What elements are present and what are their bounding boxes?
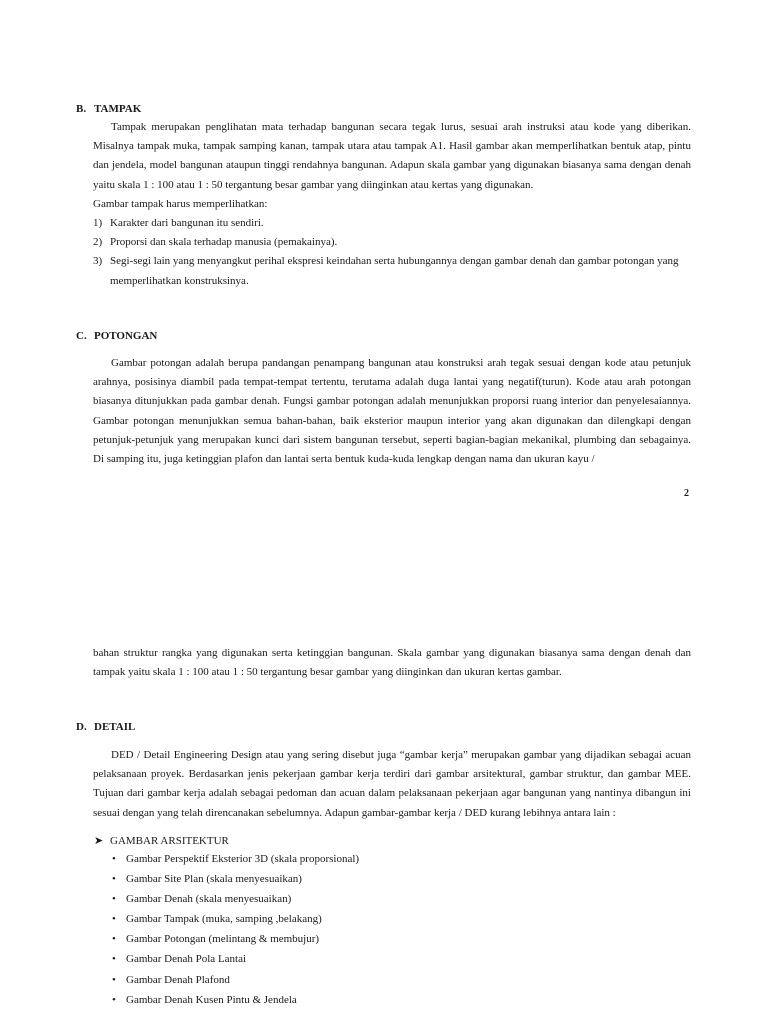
section-c-letter: C. — [76, 330, 87, 342]
list-item — [108, 990, 359, 1010]
list-item-text: Gambar Denah Pola Lantai — [126, 953, 247, 966]
list-item-text: Proporsi dan skala terhadap manusia (pemakainya). — [110, 236, 338, 249]
sub-heading-text: GAMBAR ARSITEKTUR — [110, 835, 229, 847]
arrow-bullet-icon: ➤ — [94, 835, 104, 847]
section-c-title: POTONGAN — [94, 330, 158, 342]
list-item-text: Gambar Tampak (muka, samping ,belakang) — [126, 913, 322, 926]
list-item — [108, 929, 359, 949]
section-b-heading — [76, 103, 141, 115]
section-d-letter: D. — [76, 721, 87, 733]
list-item-text: Karakter dari bangunan itu sendiri. — [110, 217, 264, 230]
section-c-paragraph: Gambar potongan adalah berupa pandangan penampang bangunan atau konstruksi arah tegak sesuai dengan kode atau petunjuk arahnya, posisinya diambil pada tempat-tempat tertentu, terutama adalah duga lantai yang negatif(turun). Kode atau arah potongan biasanya ditunjukkan pada gambar denah. Fungsi gambar potongan adalah menunjukkan proporsi ruang interior dan penyelesaiannya. Gambar potongan menunjukkan semua bahan-bahan, baik eksterior maupun interior yang akan digunakan dan dilengkapi dengan petunjuk-petunjuk yang merupakan kunci dari sistem bangunan tersebut, seperti bagian-bagian mekanikal, plumbing dan sebagainya. Di samping itu, juga ketinggian plafon dan lantai serta bentuk kuda-kuda lengkap dengan nama dan ukuran kayu / — [93, 357, 691, 466]
bullet-icon: • — [112, 953, 116, 966]
list-item-text: Gambar Denah (skala menyesuaikan) — [126, 893, 292, 906]
list-item-text: Gambar Perspektif Eksterior 3D (skala proporsional) — [126, 853, 360, 865]
sub-heading — [94, 833, 229, 849]
list-item — [93, 214, 691, 233]
bullet-icon: • — [112, 913, 116, 926]
section-b-list — [93, 214, 691, 291]
list-item — [108, 949, 359, 969]
section-b-letter: B. — [76, 103, 87, 115]
list-item-text: Gambar Denah Kusen Pintu & Jendela — [126, 993, 297, 1006]
list-item-text: Segi-segi lain yang menyangkut perihal ekspresi keindahan serta hubungannya dengan gambar denah dan gambar potongan yang memperlihatkan konstruksinya. — [110, 255, 679, 287]
list-item — [108, 970, 359, 990]
section-d-heading — [76, 721, 135, 733]
list-item-number: 1) — [93, 217, 103, 230]
list-item-number: 3) — [93, 255, 103, 268]
list-item-text: Gambar Denah Plafond — [126, 973, 230, 986]
list-item-text: Gambar Site Plan (skala menyesuaikan) — [126, 873, 302, 886]
list-item — [93, 233, 691, 252]
list-item — [108, 849, 359, 869]
bullet-icon: • — [112, 993, 116, 1006]
section-b-paragraph: Tampak merupakan penglihatan mata terhadap bangunan secara tegak lurus, sesuai arah instruksi atau kode yang diberikan. Misalnya tampak muka, tampak samping kanan, tampak utara atau tampak A1. Hasil gambar akan memperlihatkan bentuk atap, pintu dan jendela, model bangunan ataupun tinggi rendahnya bangunan. Adapun skala gambar yang digunakan biasanya sama dengan denah yaitu skala 1 : 100 atau 1 : 50 tergantung besar gambar yang diinginkan atau kertas yang digunakan. — [93, 121, 691, 191]
page-number: 2 — [684, 488, 689, 499]
bullet-icon: • — [112, 893, 116, 906]
section-b-body — [93, 118, 691, 291]
bullet-icon: • — [112, 933, 116, 946]
list-item — [108, 909, 359, 929]
section-c-body — [93, 354, 691, 469]
bullet-icon: • — [112, 853, 116, 865]
list-item — [108, 889, 359, 909]
section-b-title: TAMPAK — [94, 103, 142, 115]
section-c-heading — [76, 330, 157, 342]
section-d-body — [93, 746, 691, 823]
section-d-paragraph: DED / Detail Engineering Design atau yang sering disebut juga “gambar kerja” merupakan gambar yang dijadikan sebagai acuan pelaksanaan proyek. Berdasarkan jenis pekerjaan gambar kerja terdiri dari gambar arsitektural, gambar struktur, dan gambar MEE. Tujuan dari gambar kerja adalah sebagai pedoman dan acuan dalam pelaksanaan pekerjaan agar bangunan yang nantinya dibangun ini sesuai dengan yang telah direncanakan sebelumnya. Adapun gambar-gambar kerja / DED kurang lebihnya antara lain : — [93, 749, 691, 819]
section-b-list-intro: Gambar tampak harus memperlihatkan: — [93, 197, 268, 210]
list-item-text: Gambar Potongan (melintang & membujur) — [126, 933, 320, 946]
list-item — [93, 252, 691, 290]
list-item-number: 2) — [93, 236, 103, 249]
section-c-continuation-body — [93, 644, 691, 682]
section-c-continuation: bahan struktur rangka yang digunakan serta ketinggian bangunan. Skala gambar yang digunakan biasanya sama dengan denah dan tampak yaitu skala 1 : 100 atau 1 : 50 tergantung besar gambar yang diinginkan dan ukuran kertas gambar. — [93, 647, 691, 679]
section-d-title: DETAIL — [94, 721, 136, 733]
bullet-icon: • — [112, 873, 116, 886]
list-item — [108, 869, 359, 889]
bullet-icon: • — [112, 973, 116, 986]
drawing-list — [108, 849, 359, 1010]
